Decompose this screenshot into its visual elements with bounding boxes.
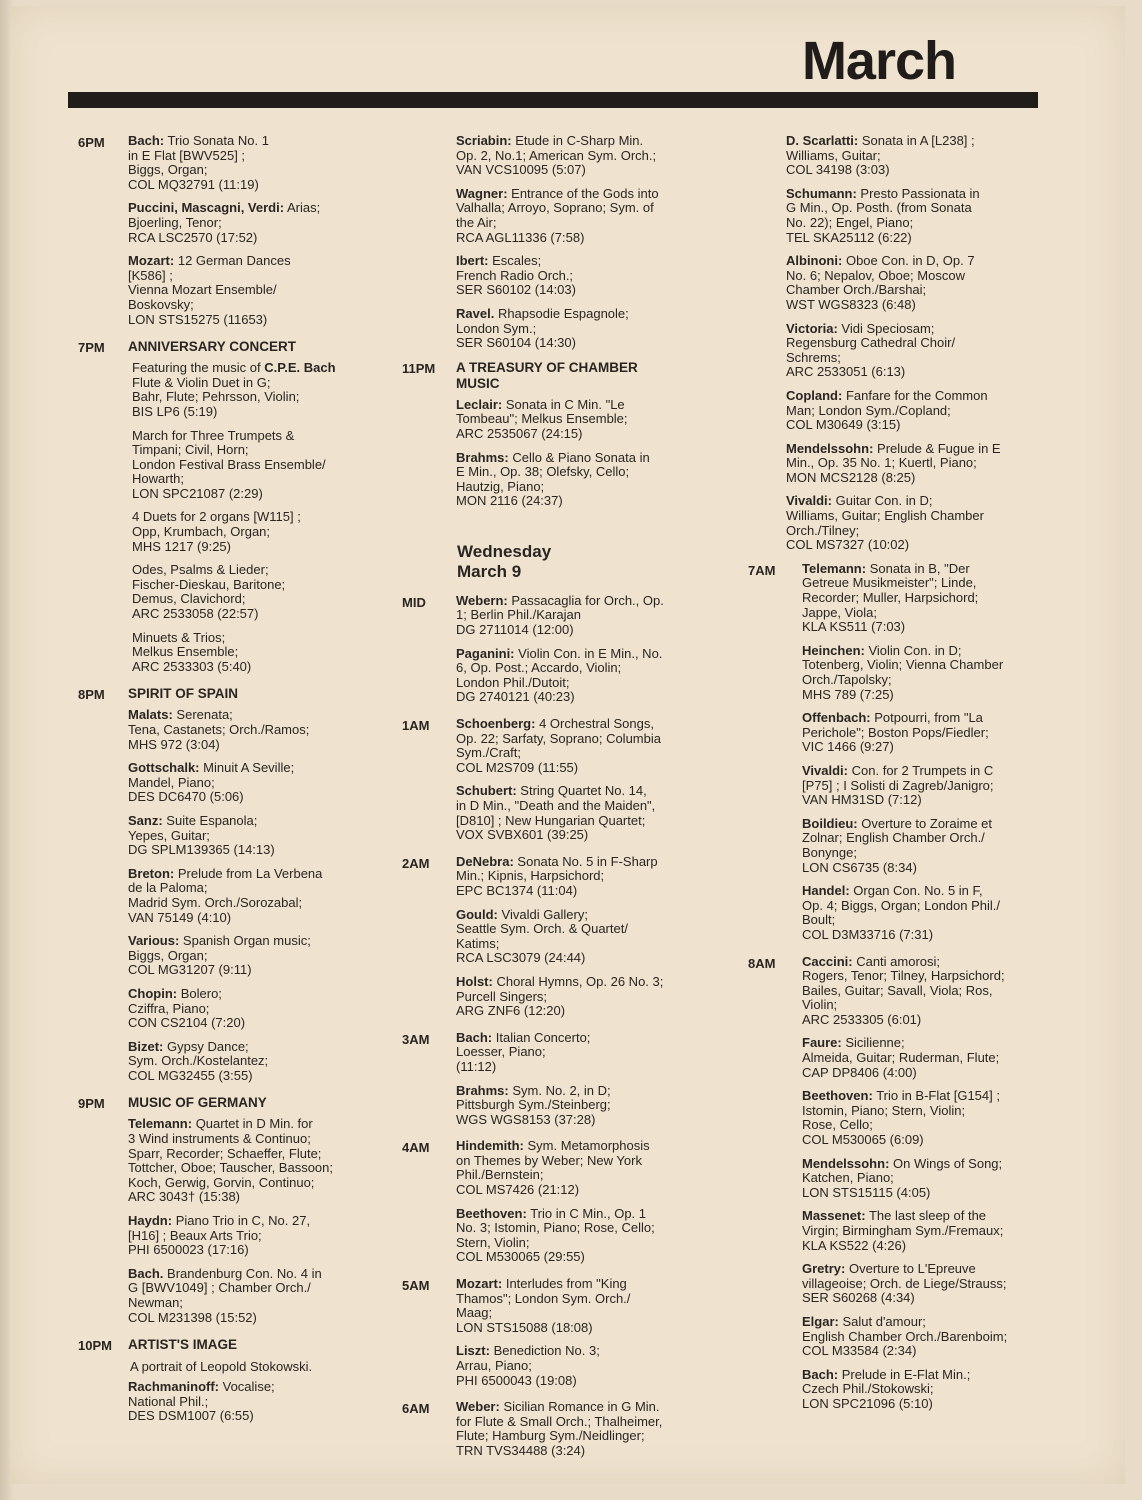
time-slot xyxy=(78,134,408,336)
listing-details: Con. for 2 Trumpets in C [P75] ; I Solisti di Zagreb/Janigro; VAN HM31SD (7:12) xyxy=(802,762,994,808)
time-label: 5AM xyxy=(402,1278,430,1294)
slot-body xyxy=(456,360,742,518)
listing-details: Odes, Psalms & Lieder; Fischer-Dieskau, Baritone; Demus, Clavichord; ARC 2533058 (22:57) xyxy=(132,562,286,622)
listing-entry xyxy=(802,1262,1048,1306)
slot-body xyxy=(128,134,408,336)
listing-entry xyxy=(802,955,1048,1028)
composer-name: Malats: xyxy=(128,707,173,723)
listing-details: Prelude & Fugue in E Min., Op. 35 No. 1; Kuertl, Piano; MON MCS2128 (8:25) xyxy=(786,440,1001,485)
listing-entry xyxy=(786,494,1048,552)
time-label: 11PM xyxy=(402,360,436,376)
listing-entry xyxy=(786,389,1048,433)
time-slot xyxy=(78,1337,408,1433)
listing-details: Choral Hymns, Op. 26 No. 3; Purcell Singers; ARG ZNF6 (12:20) xyxy=(456,973,664,1019)
listing-details: Overture to L'Epreuve villageoise; Orch. de Liege/Strauss; SER S60268 (4:34) xyxy=(802,1261,1007,1306)
listing-details: Entrance of the Gods into Valhalla; Arroyo, Soprano; Sym. of the Air; RCA AGL11336 (7:58) xyxy=(456,185,659,245)
listing-entry xyxy=(456,717,742,775)
composer-name: Breton: xyxy=(128,865,175,881)
composer-name: Bach: xyxy=(802,1366,839,1382)
time-slot xyxy=(402,717,742,852)
listing-details: Fanfare for the Common Man; London Sym./Copland; COL M30649 (3:15) xyxy=(786,387,988,433)
schedule-column-1 xyxy=(78,134,408,1436)
listing-details: Cello & Piano Sonata in E Min., Op. 38; Olefsky, Cello; Hautzig, Piano; MON 2116 (24:37) xyxy=(456,449,650,509)
listing-entry xyxy=(456,908,742,966)
listing-details: Violin Con. in E Min., No. 6, Op. Post.; Accardo, Violin; London Phil./Dutoit; DG 2740121 (40:23) xyxy=(456,645,663,705)
time-label: 10PM xyxy=(78,1338,112,1354)
listing-entry xyxy=(802,1368,1048,1412)
slot-body xyxy=(802,955,1048,1421)
composer-name: Gottschalk: xyxy=(128,760,200,776)
composer-name: Albinoni: xyxy=(786,253,843,269)
listing-entry xyxy=(128,814,408,858)
listing-entry xyxy=(128,1267,408,1325)
listing-details: Sicilian Romance in G Min. for Flute & Small Orch.; Thalheimer, Flute; Hamburg Sym./Neidlinger; TRN TVS34488 (3:24) xyxy=(456,1399,663,1458)
time-label: 3AM xyxy=(402,1031,430,1047)
listing-details: Guitar Con. in D; Williams, Guitar; English Chamber Orch./Tilney; COL MS7327 (10:02) xyxy=(786,493,984,553)
slot-body xyxy=(128,1095,408,1334)
program-title: SPIRIT OF SPAIN xyxy=(128,686,239,702)
listing-details: Brandenburg Con. No. 4 in G [BWV1049] ; Chamber Orch./ Newman; COL M231398 (15:52) xyxy=(128,1265,322,1325)
listing-details: March for Three Trumpets & Timpani; Civil, Horn; London Festival Brass Ensemble/ Howarth; LON SPC21087 (2:29) xyxy=(132,427,326,501)
composer-name: Mendelssohn: xyxy=(786,440,874,456)
composer-name: Haydn: xyxy=(128,1213,173,1229)
listing-entry xyxy=(128,563,408,621)
listing-entry xyxy=(786,254,1048,312)
listing-details: Sym. Metamorphosis on Themes by Weber; New York Phil./Bernstein; COL MS7426 (21:12) xyxy=(456,1138,650,1198)
listing-details: Minuets & Trios; Melkus Ensemble; ARC 2533303 (5:40) xyxy=(132,629,252,674)
composer-name: Schubert: xyxy=(456,783,517,799)
time-slot xyxy=(402,1139,742,1274)
featured-composer: C.P.E. Bach xyxy=(264,360,336,376)
listing-details: Salut d'amour; English Chamber Orch./Barenboim; COL M33584 (2:34) xyxy=(802,1313,1008,1359)
listing-details: Potpourri, from "La Perichole"; Boston Pops/Fiedler; VIC 1466 (9:27) xyxy=(802,710,989,755)
slot-body xyxy=(456,1400,742,1467)
listing-entry xyxy=(128,361,408,419)
time-label: 4AM xyxy=(402,1140,430,1156)
listing-details: Quartet in D Min. for 3 Wind instruments & Continuo; Sparr, Recorder; Schaeffer, Flute; Tottcher, Oboe; Tauscher, Bassoon; Koch, Gerwig, Gorvin, Continuo; ARC 3043† (15:38) xyxy=(128,1116,333,1205)
listing-entry xyxy=(456,1139,742,1197)
time-slot xyxy=(78,1095,408,1334)
listing-entry xyxy=(128,201,408,245)
slot-body xyxy=(456,717,742,852)
time-label: 2AM xyxy=(402,855,430,871)
listing-entry xyxy=(802,1157,1048,1201)
composer-name: Liszt: xyxy=(456,1343,490,1359)
listing-details: Oboe Con. in D, Op. 7 No. 6; Nepalov, Oboe; Moscow Chamber Orch./Barshai; WST WGS8323 (6:48) xyxy=(786,253,975,312)
header-rule xyxy=(68,92,1038,108)
slot-body xyxy=(456,1139,742,1274)
composer-name: Ravel. xyxy=(456,305,495,321)
listing-details: The last sleep of the Virgin; Birmingham Sym./Fremaux; KLA KS522 (4:26) xyxy=(802,1208,1004,1253)
listing-details: On Wings of Song; Katchen, Piano; LON STS15115 (4:05) xyxy=(802,1155,1003,1200)
program-title: MUSIC OF GERMANY xyxy=(128,1095,267,1111)
listing-details: Vidi Speciosam; Regensburg Cathedral Choir/ Schrems; ARC 2533051 (6:13) xyxy=(786,320,956,380)
listing-details: Trio Sonata No. 1 in E Flat [BWV525] ; Biggs, Organ; COL MQ32791 (11:19) xyxy=(128,133,269,192)
composer-name: Mozart: xyxy=(456,1276,503,1292)
program-title: ARTIST'S IMAGE xyxy=(128,1337,237,1353)
listing-entry xyxy=(456,1400,742,1458)
program-title: ANNIVERSARY CONCERT xyxy=(128,339,297,355)
listing-entry xyxy=(786,322,1048,380)
composer-name: Faure: xyxy=(802,1035,842,1051)
composer-name: Holst: xyxy=(456,973,493,989)
listing-entry xyxy=(456,1031,742,1075)
listing-details: Violin Con. in D; Totenberg, Violin; Vienna Chamber Orch./Tapolsky; MHS 789 (7:25) xyxy=(802,642,1004,702)
composer-name: Mendelssohn: xyxy=(802,1155,890,1171)
time-slot xyxy=(402,594,742,714)
composer-name: Bizet: xyxy=(128,1038,164,1054)
listing-details: 4 Duets for 2 organs [W115] ; Opp, Krumbach, Organ; MHS 1217 (9:25) xyxy=(132,509,301,554)
listing-entry xyxy=(456,307,742,351)
listing-entry xyxy=(802,711,1048,755)
month-title: March xyxy=(801,31,956,91)
composer-name: Scriabin: xyxy=(456,133,512,148)
composer-name: Caccini: xyxy=(802,953,853,969)
composer-name: Schumann: xyxy=(786,185,857,201)
listing-details: Sonata No. 5 in F-Sharp Min.; Kipnis, Harpsichord; EPC BC1374 (11:04) xyxy=(456,853,658,898)
listing-entry xyxy=(802,1315,1048,1359)
composer-name: Vivaldi: xyxy=(786,493,833,509)
listing-entry xyxy=(456,1277,742,1335)
time-slot xyxy=(402,360,742,518)
composer-name: Beethoven: xyxy=(802,1088,873,1104)
listing-entry xyxy=(456,594,742,638)
listing-details: Etude in C-Sharp Min. Op. 2, No.1; American Sym. Orch.; VAN VCS10095 (5:07) xyxy=(456,133,657,178)
composer-name: Brahms: xyxy=(456,449,509,465)
composer-name: Bach. xyxy=(128,1265,164,1281)
listing-entry xyxy=(456,784,742,842)
listing-details: Trio in C Min., Op. 1 No. 3; Istomin, Piano; Rose, Cello; Stern, Violin; COL M530065 (29:55) xyxy=(456,1205,655,1265)
time-label: 7AM xyxy=(748,562,776,578)
listing-entry xyxy=(456,254,742,298)
continued-listings xyxy=(402,134,742,351)
composer-name: Wagner: xyxy=(456,185,508,201)
time-label: 1AM xyxy=(402,718,430,734)
time-slot xyxy=(748,562,1048,952)
composer-name: Vivaldi: xyxy=(802,762,849,778)
time-label: 9PM xyxy=(78,1096,105,1112)
composer-name: Brahms: xyxy=(456,1082,509,1098)
listing-entry xyxy=(456,398,742,442)
composer-name: Schoenberg: xyxy=(456,716,536,732)
day-heading: Wednesday March 9 xyxy=(457,541,552,581)
slot-body xyxy=(456,855,742,1028)
composer-name: Bach: xyxy=(128,133,165,148)
composer-name: Victoria: xyxy=(786,320,838,336)
composer-name: Copland: xyxy=(786,387,843,403)
time-slot xyxy=(402,1277,742,1397)
composer-name: Boildieu: xyxy=(802,815,858,831)
slot-body xyxy=(128,686,408,1092)
listing-entry xyxy=(786,134,1048,178)
listing-details: Bolero; Cziffra, Piano; CON CS2104 (7:20) xyxy=(128,985,246,1031)
listing-entry xyxy=(456,975,742,1019)
listing-entry xyxy=(128,1117,408,1205)
listing-details: Sonata in B, "Der Getreue Musikmeister"; Linde, Recorder; Muller, Harpsichord; Jappe, Viola; KLA KS511 (7:03) xyxy=(802,560,979,635)
listing-entry xyxy=(128,867,408,925)
listing-details: Prelude in E-Flat Min.; Czech Phil./Stokowski; LON SPC21096 (5:10) xyxy=(802,1366,971,1411)
listing-entry xyxy=(786,187,1048,245)
listing-details: Gypsy Dance; Sym. Orch./Kostelantez; COL MG32455 (3:55) xyxy=(128,1038,269,1083)
composer-name: Hindemith: xyxy=(456,1138,524,1154)
listing-entry xyxy=(802,1209,1048,1253)
slot-body xyxy=(802,562,1048,952)
listing-entry xyxy=(456,1207,742,1265)
time-slot xyxy=(78,339,408,683)
program-title: A TREASURY OF CHAMBER MUSIC xyxy=(456,359,638,391)
time-slot xyxy=(78,686,408,1092)
listing-entry xyxy=(128,631,408,675)
composer-name: Sanz: xyxy=(128,812,163,828)
slot-body xyxy=(456,594,742,714)
listing-entry xyxy=(456,187,742,245)
listing-details: 12 German Dances [K586] ; Vienna Mozart Ensemble/ Boskovsky; LON STS15275 (11653) xyxy=(128,253,291,327)
listing-entry xyxy=(456,451,742,509)
composer-name: Mozart: xyxy=(128,253,175,269)
listing-entry xyxy=(128,254,408,327)
listing-entry xyxy=(456,1084,742,1128)
listing-entry xyxy=(802,884,1048,942)
listing-entry xyxy=(128,1214,408,1258)
schedule-column-3 xyxy=(748,134,1048,1424)
time-label: 6PM xyxy=(78,135,105,150)
composer-name: Puccini, Mascagni, Verdi: xyxy=(128,200,285,216)
composer-name: D. Scarlatti: xyxy=(786,133,859,148)
listing-entry xyxy=(786,442,1048,486)
listing-entry xyxy=(128,1380,408,1424)
composer-name: Gretry: xyxy=(802,1261,846,1277)
listing-details: Piano Trio in C, No. 27, [H16] ; Beaux Arts Trio; PHI 6500023 (17:16) xyxy=(128,1213,311,1258)
listing-details: Canti amorosi; Rogers, Tenor; Tilney, Harpsichord; Bailes, Guitar; Savall, Viola; Ros, Violin; ARC 2533305 (6:01) xyxy=(802,953,1005,1027)
listing-details: Sonata in C Min. "Le Tombeau"; Melkus Ensemble; ARC 2535067 (24:15) xyxy=(456,396,628,441)
composer-name: Weber: xyxy=(456,1399,500,1415)
listing-entry xyxy=(456,647,742,705)
time-label: 7PM xyxy=(78,340,105,356)
composer-name: Telemann: xyxy=(802,560,867,576)
listing-details: Interludes from "King Thamos"; London Sym. Orch./ Maag; LON STS15088 (18:08) xyxy=(456,1276,631,1335)
composer-name: Heinchen: xyxy=(802,642,865,658)
listing-entry xyxy=(802,817,1048,875)
listing-details: Arias; Bjoerling, Tenor; RCA LSC2570 (17:52) xyxy=(128,200,321,245)
listing-entry xyxy=(128,708,408,752)
listing-entry xyxy=(128,1040,408,1084)
listing-entry xyxy=(456,134,742,178)
listing-entry xyxy=(802,1089,1048,1147)
composer-name: Leclair: xyxy=(456,396,503,412)
listing-details: Sym. No. 2, in D; Pittsburgh Sym./Steinberg; WGS WGS8153 (37:28) xyxy=(456,1082,611,1127)
listing-details: Suite Espanola; Yepes, Guitar; DG SPLM139365 (14:13) xyxy=(128,812,275,858)
listing-details: Presto Passionata in G Min., Op. Posth. (from Sonata No. 22); Engel, Piano; TEL SKA25112 (6:22) xyxy=(786,185,980,245)
listing-details: Flute & Violin Duet in G; Bahr, Flute; Pehrsson, Violin; BIS LP6 (5:19) xyxy=(132,374,300,419)
time-slot xyxy=(748,955,1048,1421)
composer-name: Webern: xyxy=(456,592,508,608)
listing-details: Serenata; Tena, Castanets; Orch./Ramos; MHS 972 (3:04) xyxy=(128,707,310,752)
composer-name: Paganini: xyxy=(456,645,515,661)
time-label: 8AM xyxy=(748,955,776,971)
listing-details: Sicilienne; Almeida, Guitar; Ruderman, Flute; CAP DP8406 (4:00) xyxy=(802,1035,1000,1080)
listing-details: Italian Concerto; Loesser, Piano; (11:12) xyxy=(456,1029,591,1074)
listing-details: String Quartet No. 14, in D Min., "Death and the Maiden", [D810] ; New Hungarian Quartet; VOX SVBX601 (39:25) xyxy=(456,783,656,843)
composer-name: Various: xyxy=(128,933,180,949)
slot-body xyxy=(456,1031,742,1137)
listing-entry xyxy=(128,510,408,554)
listing-entry xyxy=(128,134,408,192)
listing-details: Passacaglia for Orch., Op. 1; Berlin Phil./Karajan DG 2711014 (12:00) xyxy=(456,592,664,638)
listing-entry xyxy=(128,761,408,805)
listing-entry xyxy=(128,987,408,1031)
listing-details: Minuit A Seville; Mandel, Piano; DES DC6470 (5:06) xyxy=(128,760,295,805)
listing-entry xyxy=(802,1036,1048,1080)
time-label: MID xyxy=(402,594,426,610)
listing-details: Featuring the music of xyxy=(132,360,265,376)
listing-entry xyxy=(128,934,408,978)
listing-entry xyxy=(802,644,1048,702)
program-subtitle: A portrait of Leopold Stokowski. xyxy=(130,1359,313,1375)
listing-entry xyxy=(802,764,1048,808)
listing-details: Sonata in A [L238] ; Williams, Guitar; COL 34198 (3:03) xyxy=(786,133,975,178)
schedule-column-2 xyxy=(402,134,742,1471)
slot-body xyxy=(128,1337,408,1433)
listing-details: Vocalise; National Phil.; DES DSM1007 (6:55) xyxy=(128,1379,275,1424)
listing-details: Spanish Organ music; Biggs, Organ; COL MG31207 (9:11) xyxy=(128,933,311,978)
listing-entry xyxy=(802,562,1048,635)
listing-entry xyxy=(128,429,408,502)
listing-details: Escales; French Radio Orch.; SER S60102 (14:03) xyxy=(456,253,576,298)
composer-name: Bach: xyxy=(456,1029,493,1045)
composer-name: Rachmaninoff: xyxy=(128,1379,219,1395)
time-label: 6AM xyxy=(402,1401,430,1417)
composer-name: Handel: xyxy=(802,883,850,899)
composer-name: Offenbach: xyxy=(802,710,871,726)
listing-details: Prelude from La Verbena de la Paloma; Madrid Sym. Orch./Sorozabal; VAN 75149 (4:10) xyxy=(128,865,323,925)
composer-name: Elgar: xyxy=(802,1313,839,1329)
listing-details: Rhapsodie Espagnole; London Sym.; SER S60104 (14:30) xyxy=(456,305,629,351)
composer-name: Ibert: xyxy=(456,253,489,269)
time-slot xyxy=(402,855,742,1028)
time-slot xyxy=(402,1400,742,1467)
composer-name: DeNebra: xyxy=(456,853,514,869)
listing-details: Trio in B-Flat [G154] ; Istomin, Piano; Stern, Violin; Rose, Cello; COL M530065 (6:09) xyxy=(802,1088,1000,1148)
composer-name: Beethoven: xyxy=(456,1205,527,1221)
listing-entry xyxy=(456,855,742,899)
listing-details: Overture to Zoraime et Zolnar; English Chamber Orch./ Bonynge; LON CS6735 (8:34) xyxy=(802,815,993,875)
slot-body xyxy=(128,339,408,683)
slot-body xyxy=(456,1277,742,1397)
continued-listings xyxy=(748,134,1048,553)
composer-name: Telemann: xyxy=(128,1116,193,1132)
time-label: 8PM xyxy=(78,687,105,703)
listing-details: Benediction No. 3; Arrau, Piano; PHI 6500043 (19:08) xyxy=(456,1343,600,1388)
listing-details: Vivaldi Gallery; Seattle Sym. Orch. & Quartet/ Katims; RCA LSC3079 (24:44) xyxy=(456,906,628,966)
time-slot xyxy=(402,1031,742,1137)
listing-details: 4 Orchestral Songs, Op. 22; Sarfaty, Soprano; Columbia Sym./Craft; COL M2S709 (11:55) xyxy=(456,716,661,775)
listing-entry xyxy=(456,1344,742,1388)
composer-name: Massenet: xyxy=(802,1208,866,1224)
listing-details: Organ Con. No. 5 in F, Op. 4; Biggs, Organ; London Phil./ Boult; COL D3M33716 (7:31) xyxy=(802,883,1001,942)
composer-name: Chopin: xyxy=(128,985,178,1001)
composer-name: Gould: xyxy=(456,906,498,922)
